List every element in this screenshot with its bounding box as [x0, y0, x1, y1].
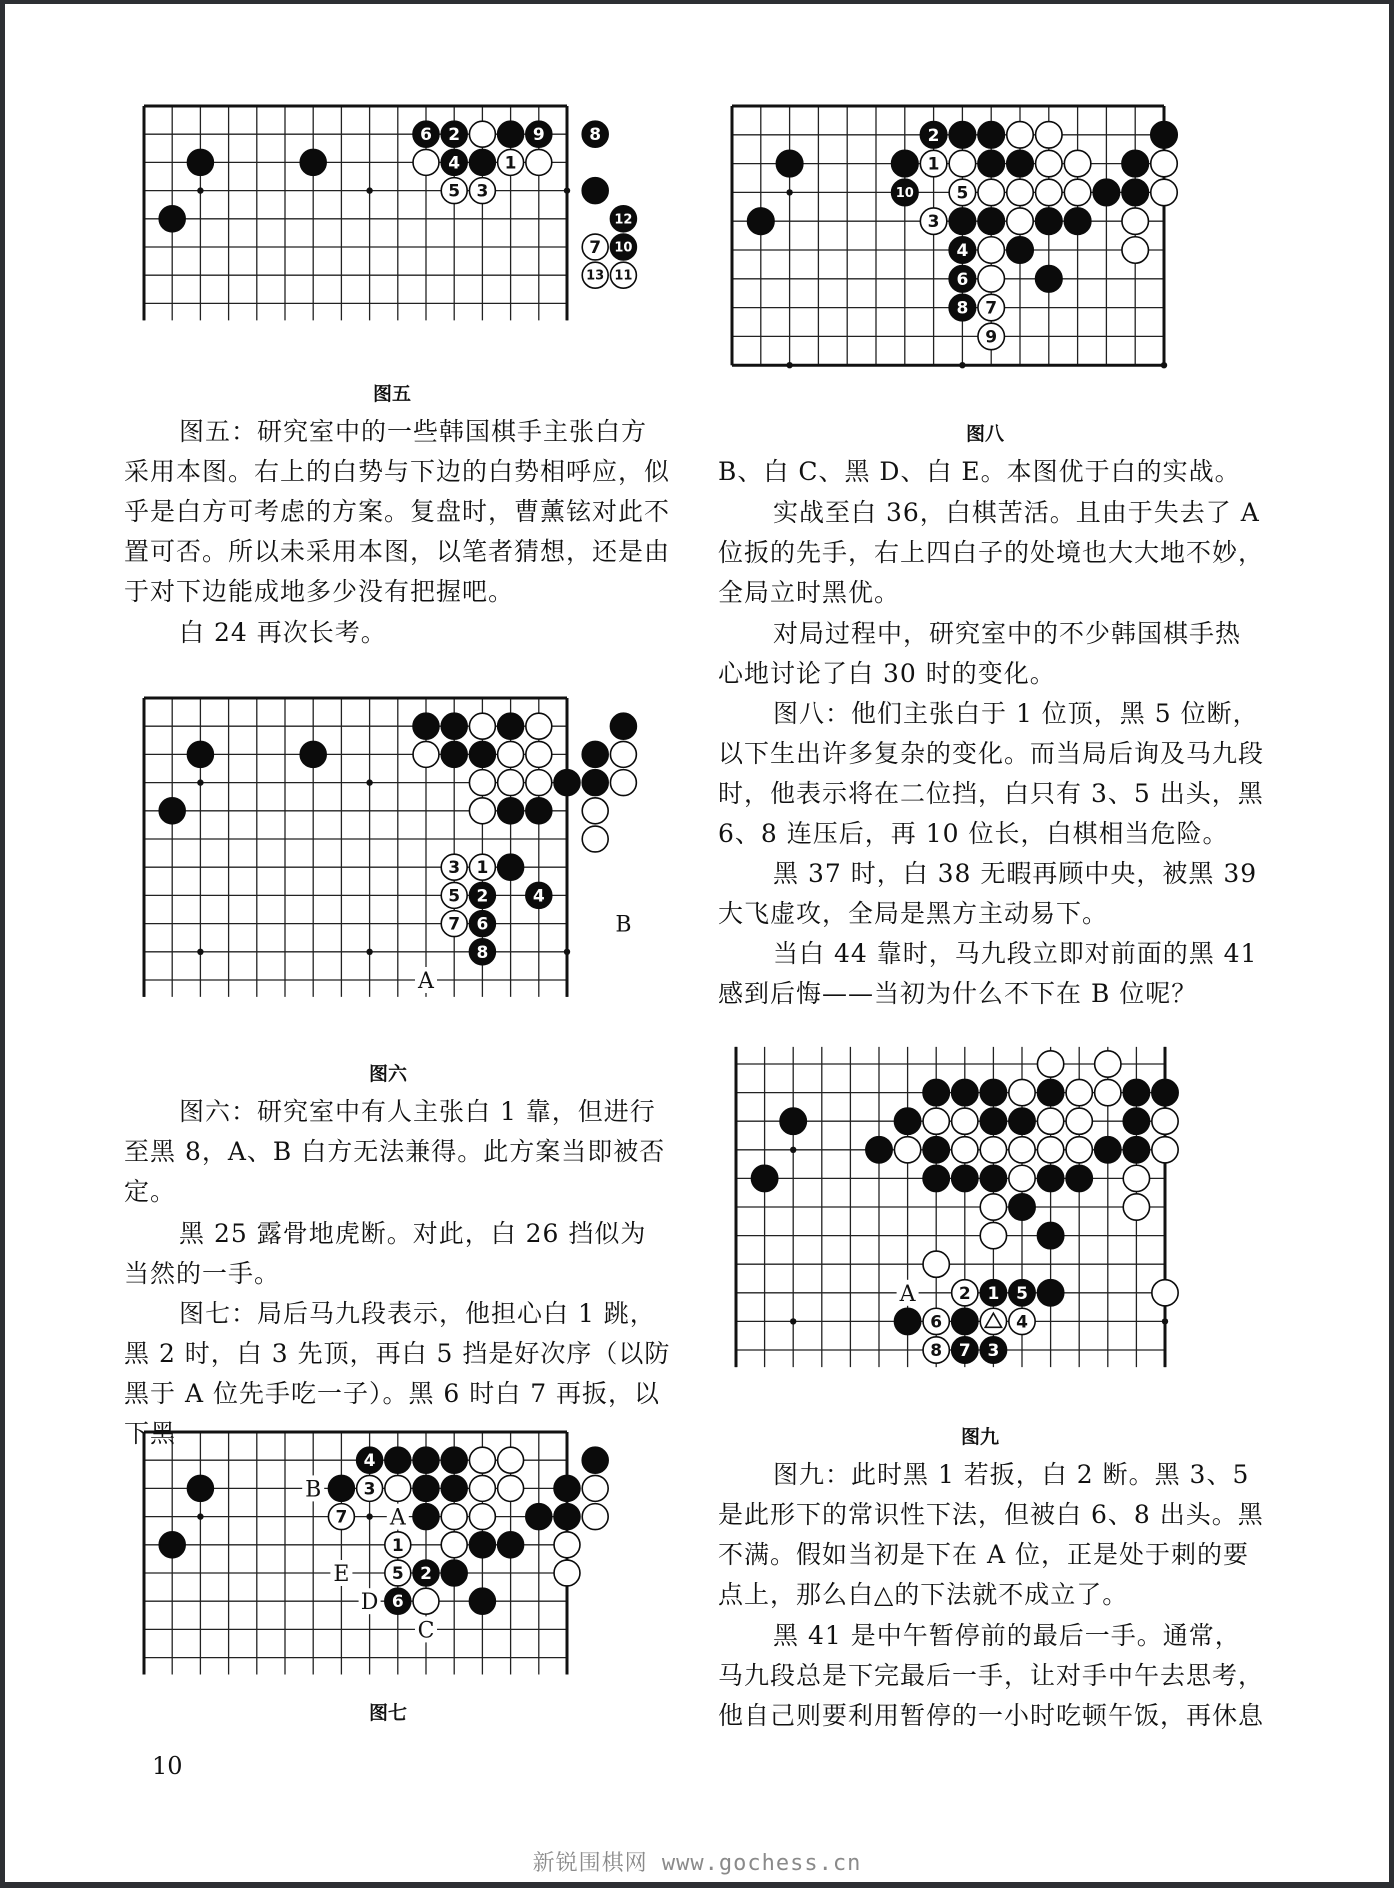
white-stone	[554, 1560, 580, 1586]
black-stone	[952, 1308, 978, 1334]
black-stone	[949, 208, 975, 234]
black-stone	[413, 713, 439, 739]
white-stone	[469, 798, 495, 824]
move-number: 1	[504, 153, 517, 174]
figure-caption-7: 图七	[368, 1702, 408, 1724]
star-point	[366, 949, 372, 955]
move-number: 3	[987, 1341, 1000, 1361]
move-number: 12	[614, 212, 633, 228]
move-number: 10	[895, 185, 914, 201]
move-number: 3	[448, 858, 461, 879]
white-stone	[1066, 1137, 1092, 1163]
black-stone	[1152, 1079, 1178, 1105]
move-number: 2	[448, 125, 461, 146]
white-stone	[1064, 179, 1090, 205]
paragraph-fig5-commentary: 图五：研究室中的一些韩国棋手主张白方采用本图。右上的白势与下边的白势相呼应，似乎是白方可考虑的方案。复盘时，曹薰铉对此不置可否。所以未采用本图，以笔者猜想，还是由于对下边能成地多少没有把握吧。	[124, 417, 671, 606]
black-stone	[441, 1475, 467, 1501]
star-point	[366, 779, 372, 785]
black-stone	[498, 854, 524, 880]
black-stone	[1037, 1280, 1063, 1306]
move-number: 8	[589, 125, 602, 146]
white-stone	[949, 150, 975, 176]
move-number: 3	[363, 1479, 376, 1500]
white-stone	[1122, 208, 1148, 234]
black-stone	[526, 1504, 552, 1530]
white-stone	[1151, 150, 1177, 176]
white-stone	[526, 149, 552, 175]
black-stone	[498, 798, 524, 824]
black-stone	[441, 713, 467, 739]
white-stone	[526, 741, 552, 767]
white-stone	[1007, 122, 1033, 148]
white-stone	[385, 1475, 411, 1501]
black-stone	[187, 741, 213, 767]
star-point	[564, 949, 570, 955]
white-stone	[582, 798, 608, 824]
black-stone	[1122, 150, 1148, 176]
board-label-A: A	[418, 969, 434, 994]
black-stone	[159, 206, 185, 232]
black-stone	[952, 1165, 978, 1191]
move-number: 7	[958, 1341, 971, 1361]
black-stone	[1151, 122, 1177, 148]
paragraph-continued: B、白 C、黑 D、白 E。本图优于白的实战。	[718, 457, 1241, 486]
white-stone	[526, 770, 552, 796]
white-stone	[1123, 1165, 1149, 1191]
move-number: 1	[476, 858, 489, 879]
board-label-D: D	[360, 1590, 379, 1616]
paragraph-black-41: 黑 41 是中午暂停前的最后一手。通常，马九段总是下完最后一手，让对手中午去思考，他自己则要利用暂停的一小时吃顿午饭，再休息	[718, 1621, 1265, 1730]
black-stone	[300, 741, 326, 767]
white-stone	[469, 770, 495, 796]
move-number: 9	[532, 125, 545, 146]
black-stone	[894, 1308, 920, 1334]
white-stone	[980, 1194, 1006, 1220]
black-stone	[1123, 1137, 1149, 1163]
white-stone	[1009, 1165, 1035, 1191]
black-stone	[1122, 179, 1148, 205]
move-number: 6	[476, 914, 489, 935]
white-stone	[441, 1532, 467, 1558]
move-number: 7	[335, 1507, 348, 1528]
white-stone	[1066, 1079, 1092, 1105]
black-stone	[892, 150, 918, 176]
black-stone	[1093, 179, 1119, 205]
black-stone	[441, 1560, 467, 1586]
black-stone	[1037, 1165, 1063, 1191]
white-stone	[952, 1137, 978, 1163]
move-number: 4	[1016, 1312, 1028, 1333]
black-stone	[866, 1137, 892, 1163]
black-stone	[980, 1108, 1006, 1134]
figure-caption-8: 图八	[965, 423, 1005, 445]
board-label-E: E	[333, 1562, 350, 1587]
move-number: 7	[448, 914, 461, 935]
move-number: 1	[927, 154, 940, 175]
move-number: 6	[391, 1592, 404, 1613]
black-stone	[923, 1165, 949, 1191]
black-stone	[554, 1504, 580, 1530]
black-stone	[1095, 1137, 1121, 1163]
go-diagram-6	[144, 698, 636, 997]
go-diagram-9	[736, 1047, 1178, 1367]
black-stone	[582, 178, 608, 204]
white-stone	[610, 741, 636, 767]
black-stone	[469, 149, 495, 175]
star-point	[197, 187, 203, 193]
move-number: 10	[614, 240, 633, 256]
white-stone	[526, 713, 552, 739]
black-stone	[923, 1079, 949, 1105]
white-stone	[582, 826, 608, 852]
white-stone	[469, 1475, 495, 1501]
black-stone	[413, 1504, 439, 1530]
move-number: 5	[448, 886, 461, 907]
move-number: 6	[420, 125, 432, 146]
white-stone	[1036, 179, 1062, 205]
black-stone	[978, 150, 1004, 176]
figure-caption-5: 图五	[372, 383, 412, 405]
move-number: 2	[958, 1283, 971, 1304]
black-stone	[526, 798, 552, 824]
black-stone	[1036, 266, 1062, 292]
white-stone	[1009, 1137, 1035, 1163]
black-stone	[469, 1588, 495, 1614]
black-stone	[894, 1108, 920, 1134]
black-stone	[554, 1475, 580, 1501]
move-number: 4	[956, 241, 969, 261]
move-number: 5	[956, 183, 969, 204]
star-point	[366, 187, 372, 193]
black-stone	[469, 741, 495, 767]
black-stone	[498, 121, 524, 147]
move-number: 7	[589, 238, 602, 258]
black-stone	[159, 798, 185, 824]
black-stone	[554, 770, 580, 796]
black-stone	[1123, 1079, 1149, 1105]
black-stone	[498, 713, 524, 739]
black-stone	[328, 1475, 354, 1501]
page-number: 10	[152, 1752, 183, 1780]
white-stone	[498, 770, 524, 796]
white-stone	[1152, 1108, 1178, 1134]
black-stone	[159, 1532, 185, 1558]
white-stone	[894, 1137, 920, 1163]
black-stone	[610, 713, 636, 739]
black-stone	[776, 150, 802, 176]
board-label-B: B	[305, 1477, 322, 1503]
white-stone	[1007, 208, 1033, 234]
board-grid	[732, 106, 1167, 368]
white-stone	[1151, 179, 1177, 205]
move-number: 13	[586, 268, 605, 284]
star-point	[366, 1513, 372, 1519]
white-stone	[469, 121, 495, 147]
white-stone	[978, 266, 1004, 292]
black-stone	[980, 1165, 1006, 1191]
star-point	[1162, 1318, 1168, 1324]
black-stone	[1064, 208, 1090, 234]
move-number: 2	[476, 886, 489, 907]
paragraph-black-25: 黑 25 露骨地虎断。对此，白 26 挡似为当然的一手。	[124, 1219, 647, 1288]
move-number: 6	[956, 269, 969, 290]
move-number: 1	[391, 1535, 404, 1556]
star-point	[197, 779, 203, 785]
black-stone	[1066, 1165, 1092, 1191]
star-point	[197, 1513, 203, 1519]
black-stone	[498, 1532, 524, 1558]
black-stone	[187, 1475, 213, 1501]
move-number: 5	[448, 181, 461, 202]
board-label-C: C	[417, 1618, 435, 1644]
move-number: 11	[614, 268, 633, 284]
move-number: 4	[363, 1451, 376, 1472]
black-stone	[582, 741, 608, 767]
black-stone	[949, 122, 975, 148]
watermark: 新锐围棋网 www.gochess.cn	[532, 1851, 862, 1876]
move-number: 3	[927, 212, 940, 233]
white-stone	[1037, 1108, 1063, 1134]
white-stone	[1009, 1079, 1035, 1105]
white-stone	[1037, 1137, 1063, 1163]
black-stone	[441, 741, 467, 767]
star-point	[786, 189, 792, 195]
paragraph-fig7-commentary: 图七：局后马九段表示，他担心白 1 跳，黑 2 时，白 3 先顶，再白 5 挡是好次序（以防黑于 A 位先手吃一子）。黑 6 时白 7 再扳，以下黑	[124, 1299, 671, 1448]
figure-caption-9: 图九	[960, 1426, 1000, 1448]
black-stone	[980, 1079, 1006, 1105]
black-stone	[469, 1532, 495, 1558]
white-stone	[441, 1504, 467, 1530]
star-point	[790, 1318, 796, 1324]
move-number: 9	[985, 327, 998, 348]
board-label-A: A	[899, 1281, 916, 1307]
black-stone	[952, 1079, 978, 1105]
white-stone	[413, 149, 439, 175]
black-stone	[748, 208, 774, 234]
paragraph-fig8-commentary: 图八：他们主张白于 1 位顶，黑 5 位断，以下生出许多复杂的变化。而当局后询及马九段时，他表示将在二位挡，白只有 3、5 出头，黑 6、8 连压后，再 10 位长，白棋相当危险。	[718, 699, 1265, 848]
black-stone	[1009, 1194, 1035, 1220]
move-number: 3	[476, 181, 489, 202]
white-stone	[610, 770, 636, 796]
white-stone	[554, 1532, 580, 1558]
go-diagram-7	[144, 1432, 608, 1675]
white-stone	[978, 237, 1004, 263]
white-stone	[980, 1137, 1006, 1163]
white-stone	[1152, 1280, 1178, 1306]
white-stone	[1095, 1051, 1121, 1077]
white-stone	[582, 1475, 608, 1501]
board-label-A: A	[389, 1505, 406, 1531]
white-stone	[1036, 122, 1062, 148]
go-diagram-8	[732, 106, 1177, 368]
paragraph-fig6-commentary: 图六：研究室中有人主张白 1 靠，但进行至黑 8，A、B 白方无法兼得。此方案当即被否定。	[124, 1097, 666, 1206]
move-number: 8	[956, 298, 969, 319]
white-stone	[952, 1108, 978, 1134]
black-stone	[751, 1165, 777, 1191]
white-stone	[582, 1504, 608, 1530]
white-stone	[469, 1504, 495, 1530]
white-stone	[413, 1588, 439, 1614]
star-point	[564, 187, 570, 193]
move-number: 2	[927, 125, 940, 146]
star-point	[790, 1147, 796, 1153]
star-point	[959, 362, 965, 368]
paragraph-white-30-discussion: 对局过程中，研究室中的不少韩国棋手热心地讨论了白 30 时的变化。	[718, 619, 1242, 688]
white-stone	[1152, 1137, 1178, 1163]
paragraph-black-37: 黑 37 时，白 38 无暇再顾中央，被黑 39 大飞虚攻，全局是黑方主动易下。	[718, 859, 1258, 928]
black-stone	[1123, 1108, 1149, 1134]
paragraph-white-36: 实战至白 36，白棋苦活。且由于失去了 A 位扳的先手，右上四白子的处境也大大地不妙，全局立时黑优。	[718, 498, 1265, 607]
white-stone	[469, 713, 495, 739]
black-stone	[1007, 237, 1033, 263]
black-stone	[1009, 1108, 1035, 1134]
black-stone	[780, 1108, 806, 1134]
black-stone	[978, 208, 1004, 234]
black-stone	[1007, 150, 1033, 176]
paragraph-fig9-commentary: 图九：此时黑 1 若扳，白 2 断。黑 3、5 是此形下的常识性下法，但被白 6、8 出头。黑不满。假如当初是下在 A 位，正是处于刺的要点上，那么白△的下法就不成立了。	[718, 1460, 1264, 1609]
move-number: 8	[476, 942, 489, 963]
black-stone	[1037, 1222, 1063, 1248]
paragraph-white-24: 白 24 再次长考。	[179, 618, 387, 647]
paragraph-white-44: 当白 44 靠时，马九段立即对前面的黑 41 感到后悔——当初为什么不下在 B 位呢？	[718, 939, 1258, 1008]
white-stone	[1095, 1079, 1121, 1105]
white-stone	[978, 179, 1004, 205]
black-stone	[582, 770, 608, 796]
white-stone	[1037, 1051, 1063, 1077]
star-point	[197, 949, 203, 955]
white-stone	[498, 741, 524, 767]
white-stone	[1123, 1194, 1149, 1220]
star-point	[786, 362, 792, 368]
white-stone	[1064, 150, 1090, 176]
move-number: 7	[985, 298, 998, 319]
move-number: 2	[420, 1564, 432, 1584]
black-stone	[413, 1475, 439, 1501]
white-stone	[923, 1108, 949, 1134]
figure-caption-6: 图六	[368, 1063, 408, 1085]
go-diagram-5	[144, 106, 636, 320]
move-number: 4	[448, 153, 461, 174]
white-stone	[1066, 1108, 1092, 1134]
move-number: 6	[930, 1312, 943, 1333]
white-stone	[1122, 237, 1148, 263]
black-stone	[1037, 1079, 1063, 1105]
move-number: 5	[391, 1564, 404, 1584]
black-stone	[978, 122, 1004, 148]
black-stone	[187, 149, 213, 175]
move-number: 4	[532, 886, 545, 907]
black-stone	[1036, 208, 1062, 234]
white-stone	[498, 1475, 524, 1501]
move-number: 1	[987, 1283, 1000, 1304]
white-stone	[1036, 150, 1062, 176]
white-stone	[1007, 179, 1033, 205]
white-stone	[923, 1251, 949, 1277]
board-label-B: B	[615, 912, 632, 938]
move-number: 5	[1016, 1283, 1028, 1304]
black-stone	[300, 149, 326, 175]
white-stone	[980, 1222, 1006, 1248]
move-number: 8	[930, 1341, 943, 1361]
black-stone	[923, 1137, 949, 1163]
star-point	[1161, 362, 1167, 368]
white-stone	[413, 741, 439, 767]
